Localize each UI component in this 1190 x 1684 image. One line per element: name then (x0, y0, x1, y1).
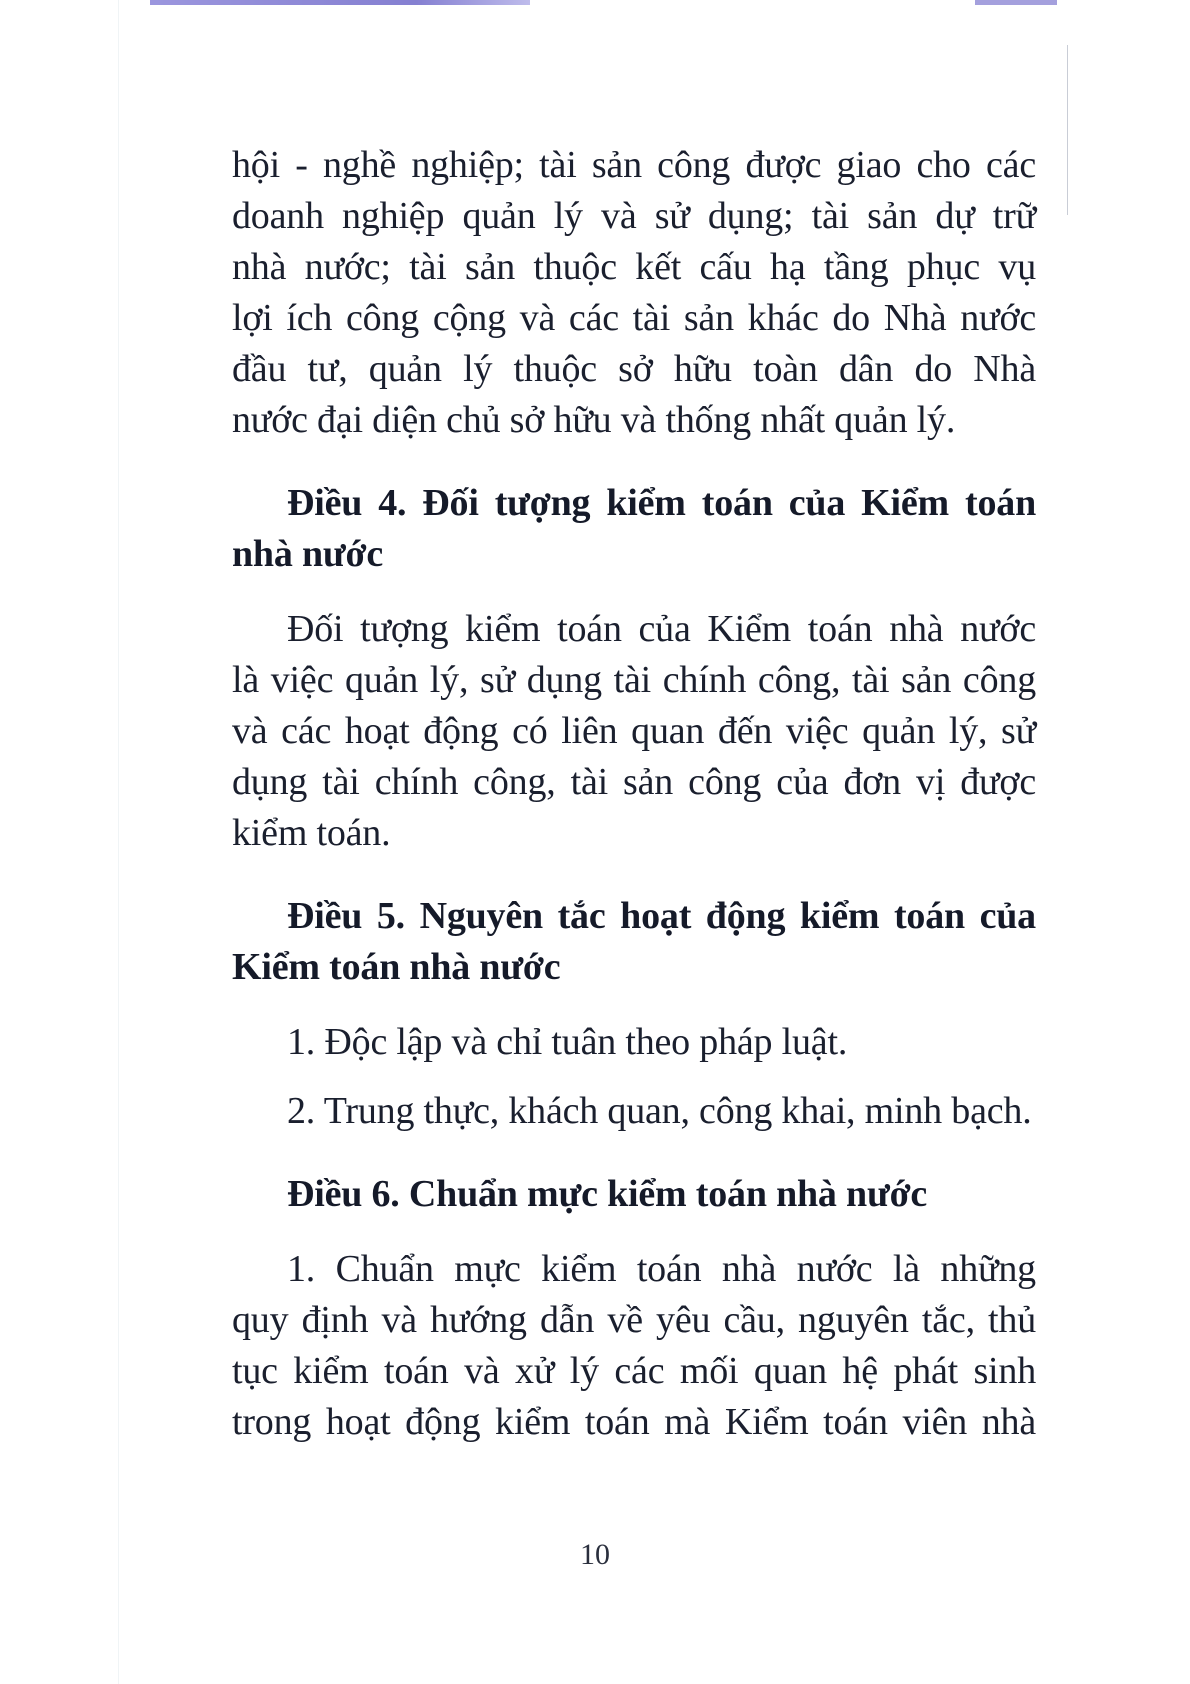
article-heading (232, 478, 1036, 580)
article-body (232, 1244, 1036, 1448)
list-item: 1. Độc lập và chỉ tuân theo pháp luật. (287, 1021, 848, 1063)
text-line: tục kiểm toán và xử lý các mối quan hệ phát sinh (232, 1350, 1036, 1392)
text-line: và các hoạt động có liên quan đến việc quản lý, sử (232, 710, 1036, 752)
heading-line: Điều 6. Chuẩn mực kiểm toán nhà nước (287, 1173, 928, 1215)
article-5 (232, 891, 1036, 1137)
text-line: nước đại diện chủ sở hữu và thống nhất quản lý. (232, 399, 956, 441)
page-number: 10 (580, 1538, 610, 1571)
text-line: doanh nghiệp quản lý và sử dụng; tài sản dự trữ (232, 195, 1036, 237)
scan-right-edge (1067, 45, 1068, 215)
scan-top-edge-right (975, 0, 1057, 5)
text-line: đầu tư, quản lý thuộc sở hữu toàn dân do Nhà (232, 348, 1036, 390)
text-line: là việc quản lý, sử dụng tài chính công, tài sản công (232, 659, 1036, 701)
book-page (232, 140, 1036, 1448)
text-line: Đối tượng kiểm toán của Kiểm toán nhà nước (287, 608, 1036, 650)
text-line: 1. Chuẩn mực kiểm toán nhà nước là những (287, 1248, 1036, 1290)
heading-line: Điều 4. Đối tượng kiểm toán của Kiểm toán (287, 482, 1036, 524)
text-line: dụng tài chính công, tài sản công của đơn vị được (232, 761, 1036, 803)
text-line: lợi ích công cộng và các tài sản khác do Nhà nước (232, 297, 1036, 339)
list-item: 2. Trung thực, khách quan, công khai, minh bạch. (287, 1090, 1032, 1132)
text-line: quy định và hướng dẫn về yêu cầu, nguyên tắc, thủ (232, 1299, 1036, 1341)
article-heading (232, 891, 1036, 993)
article-body (232, 604, 1036, 859)
scan-top-edge (150, 0, 530, 5)
text-line: trong hoạt động kiểm toán mà Kiểm toán viên nhà (232, 1401, 1036, 1443)
article-items (232, 1017, 1036, 1137)
heading-line: nhà nước (232, 533, 384, 575)
heading-line: Điều 5. Nguyên tắc hoạt động kiểm toán của (287, 895, 1036, 937)
article-6 (232, 1169, 1036, 1448)
scan-left-edge (118, 0, 119, 1684)
article-4 (232, 478, 1036, 859)
text-line: kiểm toán. (232, 812, 391, 854)
text-line: nhà nước; tài sản thuộc kết cấu hạ tầng phục vụ (232, 246, 1036, 288)
article-heading (232, 1169, 1036, 1220)
continuation-paragraph (232, 140, 1036, 446)
text-line: hội - nghề nghiệp; tài sản công được giao cho các (232, 144, 1036, 186)
heading-line: Kiểm toán nhà nước (232, 946, 561, 988)
